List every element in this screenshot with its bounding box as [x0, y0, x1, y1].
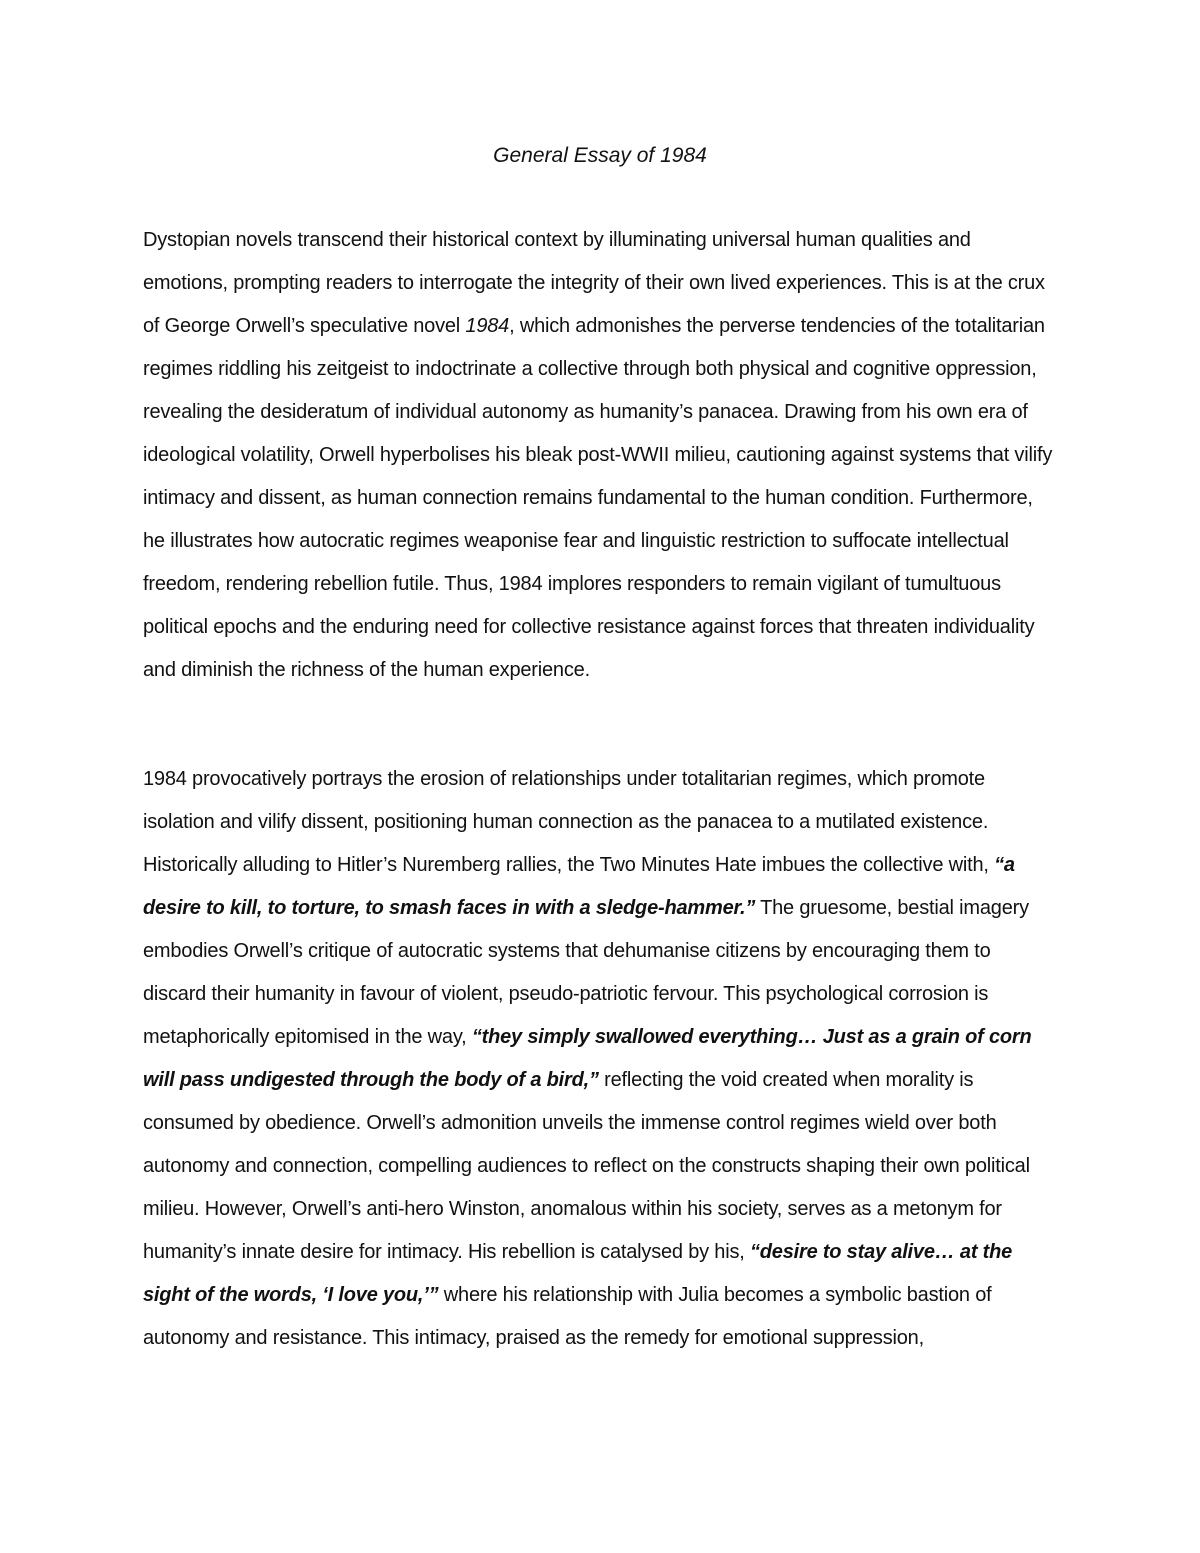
intro-sentence-rest: , which admonishes the perverse tendencies of the totalitarian regimes riddling his zeitgeist to indoctrinate a collective through both physical and cognitive oppression, revealing the desideratum of individual autonomy as humanity’s panacea. Drawing from his own era of ideological volatility, Orwell hyperbolises his bleak post-WWII milieu, cautioning against systems that vilify intimacy and dissent, as human connection remains fundamental to the human condition. Furthermore, he illustrates how autocratic regimes weaponise fear and linguistic restriction to suffocate intellectual freedom, rendering rebellion futile. Thus, 1984 implores responders to remain vigilant of tumultuous political epochs and the enduring need for collective resistance against forces that threaten individuality and diminish the richness of the human experience. [143, 315, 1053, 681]
body-text-segment: reflecting the void created when morality is consumed by obedience. Orwell’s admonition unveils the immense control regimes wield over both autonomy and connection, compelling audiences to reflect on the constructs shaping their own political milieu. However, Orwell’s anti-hero Winston, anomalous within his society, serves as a metonym for humanity’s innate desire for intimacy. His rebellion is catalysed by his, [143, 1069, 1030, 1263]
essay-title: General Essay of 1984 [493, 144, 707, 167]
body-text-segment: where his relationship with Julia becomes a symbolic bastion of autonomy and resistance. This intimacy, praised as the remedy for emotional suppression, [143, 1284, 992, 1349]
quote-two-minutes-hate: “a desire to kill, to torture, to smash faces in with a sledge-hammer.” [143, 854, 1015, 919]
quote-swallowed-everything: “they simply swallowed everything… Just as a grain of corn will pass undigested through the body of a bird,” [143, 1026, 1032, 1091]
paragraph-body-1 [143, 758, 1058, 1360]
paragraph-2-text [143, 758, 1058, 1360]
paragraph-introduction [143, 219, 1058, 692]
novel-title-italic: 1984 [465, 315, 510, 337]
quote-desire-to-stay-alive: “desire to stay alive… at the sight of the words, ‘I love you,’” [143, 1241, 1013, 1306]
body-text-segment: The gruesome, bestial imagery embodies Orwell’s critique of autocratic systems that dehumanise citizens by encouraging them to discard their humanity in favour of violent, pseudo-patriotic fervour. This psychological corrosion is metaphorically epitomised in the way, [143, 897, 1029, 1048]
paragraph-1-text [143, 219, 1058, 692]
body-text-segment: 1984 provocatively portrays the erosion of relationships under totalitarian regimes, which promote isolation and vilify dissent, positioning human connection as the panacea to a mutilated existence. Historically alluding to Hitler’s Nuremberg rallies, the Two Minutes Hate imbues the collective with, [143, 768, 995, 876]
intro-sentence-start: Dystopian novels transcend their historical context by illuminating universal human qualities and emotions, prompting readers to interrogate the integrity of their own lived experiences. This is at the crux of George Orwell’s speculative novel [143, 229, 1045, 337]
